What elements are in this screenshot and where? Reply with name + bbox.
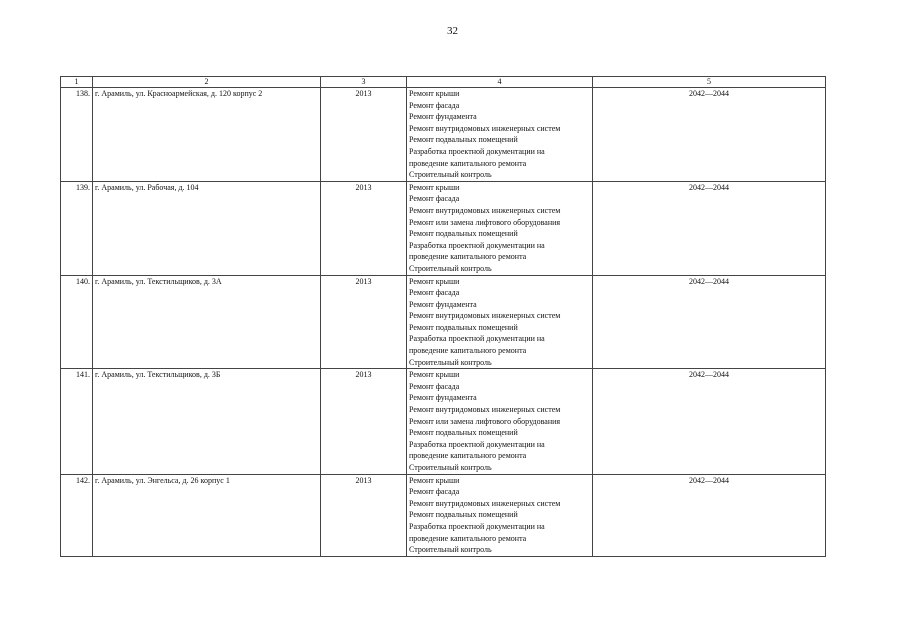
work-item: Ремонт фундамента — [409, 393, 477, 403]
work-item: Строительный контроль — [409, 545, 492, 555]
work-item: проведение капитального ремонта — [409, 451, 527, 461]
address-cell: г. Арамиль, ул. Рабочая, д. 104 — [93, 181, 321, 275]
works-cell — [407, 474, 593, 556]
column-header-3: 3 — [321, 77, 407, 88]
work-item: Ремонт или замена лифтового оборудования — [409, 416, 561, 426]
work-item: Ремонт внутридомовых инженерных систем — [409, 311, 561, 321]
work-item: Ремонт внутридомовых инженерных систем — [409, 498, 561, 508]
period-cell: 2042—2044 — [593, 474, 826, 556]
table-row — [61, 88, 826, 182]
column-header-2: 2 — [93, 77, 321, 88]
works-cell — [407, 181, 593, 275]
work-item: проведение капитального ремонта — [409, 533, 527, 543]
work-item: Ремонт подвальных помещений — [409, 510, 518, 520]
work-item: Ремонт подвальных помещений — [409, 322, 518, 332]
column-header-1: 1 — [61, 77, 93, 88]
work-item: Разработка проектной документации на — [409, 439, 545, 449]
period-cell: 2042—2044 — [593, 275, 826, 369]
work-item: Разработка проектной документации на — [409, 521, 545, 531]
address-cell: г. Арамиль, ул. Текстильщиков, д. 3А — [93, 275, 321, 369]
work-item: проведение капитального ремонта — [409, 346, 527, 356]
work-item: Ремонт крыши — [409, 276, 460, 286]
capital-repair-table — [60, 76, 826, 557]
period-cell: 2042—2044 — [593, 88, 826, 182]
work-item: Ремонт или замена лифтового оборудования — [409, 217, 561, 227]
work-item: Ремонт фундамента — [409, 299, 477, 309]
header-row — [61, 77, 826, 88]
work-item: Ремонт фундамента — [409, 112, 477, 122]
year-cell: 2013 — [321, 275, 407, 369]
table-row — [61, 474, 826, 556]
table-row — [61, 369, 826, 474]
work-item: Разработка проектной документации на — [409, 240, 545, 250]
work-item: Ремонт подвальных помещений — [409, 135, 518, 145]
table-row — [61, 181, 826, 275]
works-cell — [407, 369, 593, 474]
work-item: Ремонт фасада — [409, 194, 460, 204]
work-item: Разработка проектной документации на — [409, 146, 545, 156]
work-item: Ремонт крыши — [409, 182, 460, 192]
column-header-5: 5 — [593, 77, 826, 88]
period-cell: 2042—2044 — [593, 181, 826, 275]
work-item: Разработка проектной документации на — [409, 334, 545, 344]
address-cell: г. Арамиль, ул. Красноармейская, д. 120 корпус 2 — [93, 88, 321, 182]
table-body — [61, 88, 826, 557]
year-cell: 2013 — [321, 474, 407, 556]
work-item: проведение капитального ремонта — [409, 252, 527, 262]
table-header — [61, 77, 826, 88]
row-number: 139. — [61, 181, 93, 275]
work-item: Строительный контроль — [409, 463, 492, 472]
work-item: Ремонт крыши — [409, 475, 460, 485]
row-number: 142. — [61, 474, 93, 556]
work-item: Ремонт фасада — [409, 487, 460, 497]
work-item: проведение капитального ремонта — [409, 158, 527, 168]
work-item: Ремонт фасада — [409, 100, 460, 110]
year-cell: 2013 — [321, 181, 407, 275]
row-number: 138. — [61, 88, 93, 182]
work-item: Ремонт крыши — [409, 370, 460, 380]
work-item: Строительный контроль — [409, 170, 492, 180]
table-row — [61, 275, 826, 369]
column-header-4: 4 — [407, 77, 593, 88]
work-item: Ремонт внутридомовых инженерных систем — [409, 205, 561, 215]
work-item: Ремонт внутридомовых инженерных систем — [409, 405, 561, 415]
work-item: Ремонт подвальных помещений — [409, 229, 518, 239]
page-number: 32 — [447, 25, 458, 37]
works-cell — [407, 275, 593, 369]
row-number: 140. — [61, 275, 93, 369]
period-cell: 2042—2044 — [593, 369, 826, 474]
address-cell: г. Арамиль, ул. Текстильщиков, д. 3Б — [93, 369, 321, 474]
work-item: Ремонт подвальных помещений — [409, 428, 518, 438]
address-cell: г. Арамиль, ул. Энгельса, д. 26 корпус 1 — [93, 474, 321, 556]
work-item: Строительный контроль — [409, 263, 492, 273]
work-item: Ремонт внутридомовых инженерных систем — [409, 123, 561, 133]
year-cell: 2013 — [321, 88, 407, 182]
work-item: Строительный контроль — [409, 357, 492, 367]
works-cell — [407, 88, 593, 182]
row-number: 141. — [61, 369, 93, 474]
work-item: Ремонт фасада — [409, 381, 460, 391]
year-cell: 2013 — [321, 369, 407, 474]
work-item: Ремонт крыши — [409, 89, 460, 98]
work-item: Ремонт фасада — [409, 288, 460, 298]
